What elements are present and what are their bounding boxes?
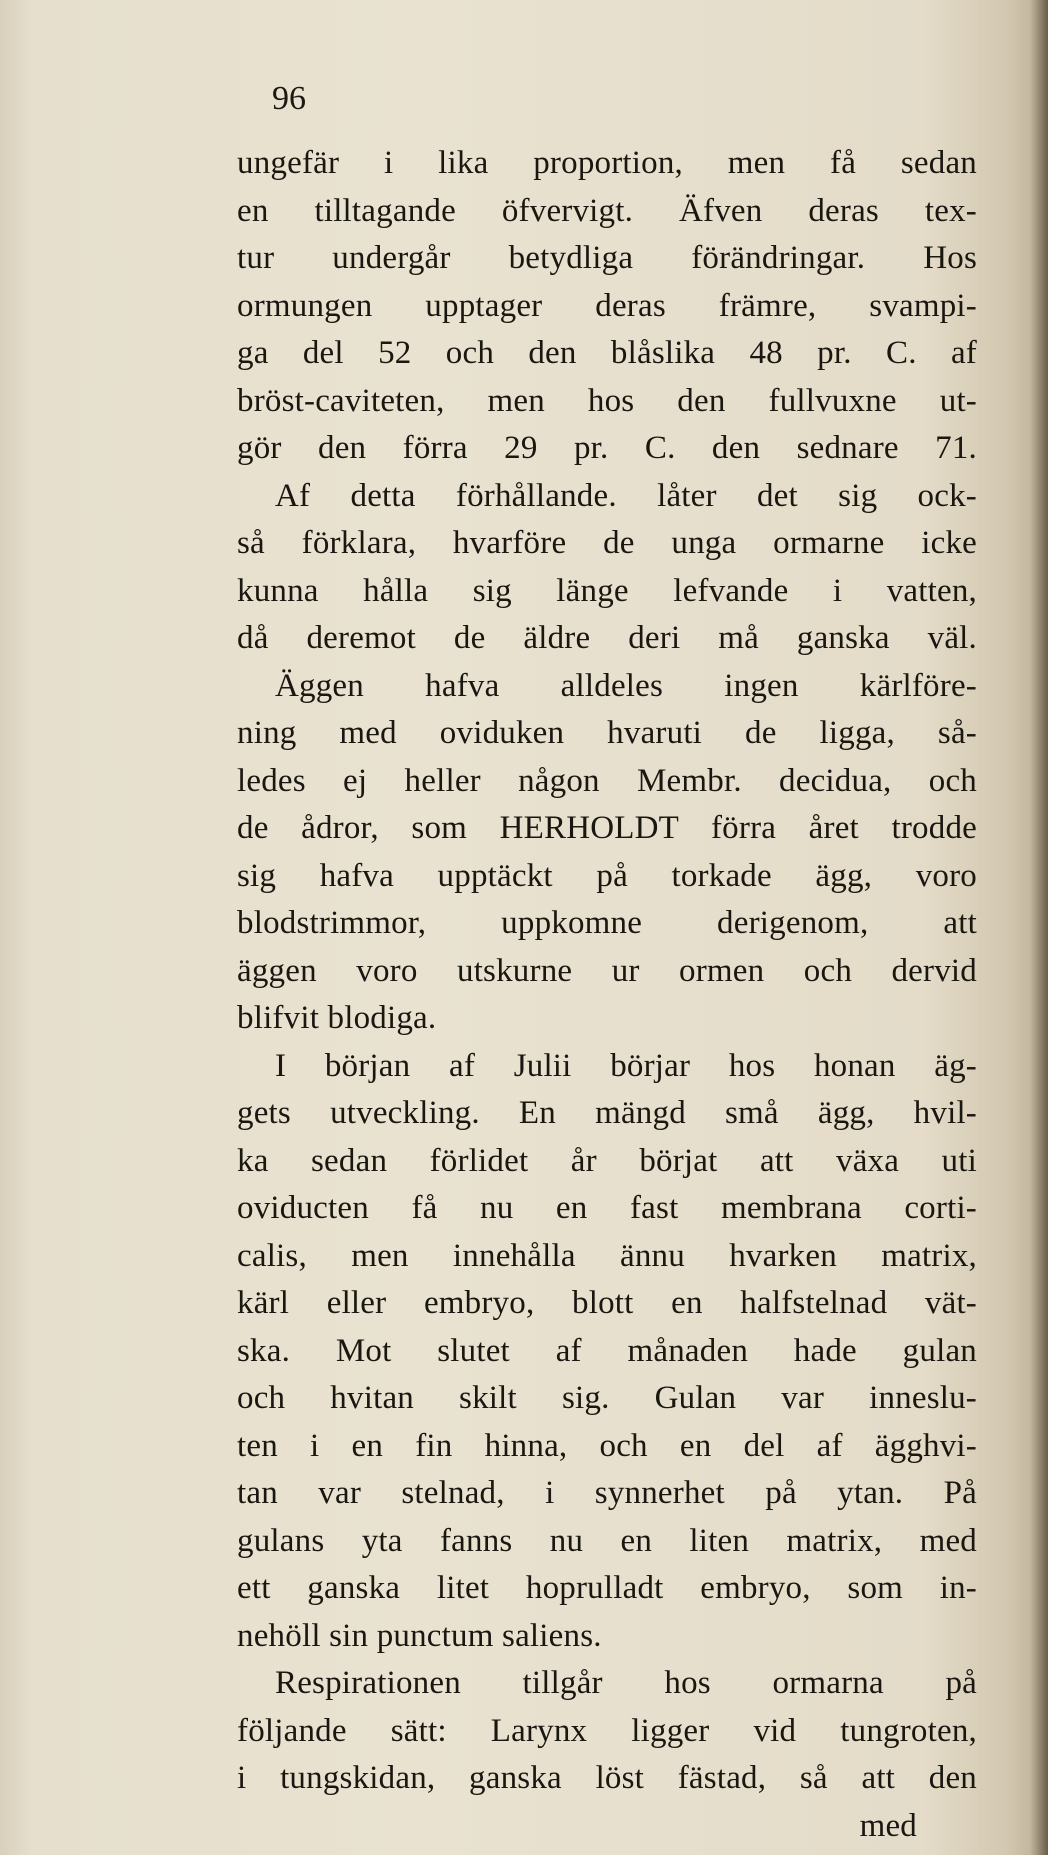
paragraph-start-line: Af detta förhållande. låter det sig ock- — [275, 477, 977, 514]
text-line: sig hafva upptäckt på torkade ägg, voro — [237, 857, 977, 894]
paragraph-end-line: blifvit blodiga. — [237, 1000, 437, 1036]
paragraph-end-line: nehöll sin punctum saliens. — [237, 1617, 602, 1654]
catchword: med — [859, 1807, 917, 1844]
paragraph-start-line: Respirationen tillgår hos ormarna på — [275, 1665, 977, 1701]
body-text — [237, 140, 977, 1850]
text-line: bröst-caviteten, men hos den fullvuxne ut- — [237, 382, 977, 419]
text-line: äggen voro utskurne ur ormen och dervid — [237, 952, 977, 989]
text-line: calis, men innehålla ännu hvarken matrix, — [237, 1237, 977, 1274]
text-line: kärl eller embryo, blott en halfstelnad vät- — [237, 1285, 977, 1321]
text-line: ka sedan förlidet år börjat att växa uti — [237, 1142, 977, 1179]
text-line: så förklara, hvarföre de unga ormarne icke — [237, 525, 977, 561]
text-line: ten i en fin hinna, och en del af ägghvi- — [237, 1427, 977, 1464]
text-line: ungefär i lika proportion, men få sedan — [237, 145, 977, 181]
text-line: oviducten få nu en fast membrana corti- — [237, 1190, 977, 1226]
text-line: tur undergår betydliga förändringar. Hos — [237, 240, 977, 276]
text-line: och hvitan skilt sig. Gulan var inneslu- — [237, 1380, 977, 1416]
text-line: ga del 52 och den blåslika 48 pr. C. af — [237, 335, 977, 371]
page-number: 96 — [272, 80, 306, 117]
text-line: en tilltagande öfvervigt. Äfven deras tex- — [237, 192, 977, 229]
text-line: då deremot de äldre deri må ganska väl. — [237, 620, 977, 656]
text-line: gulans yta fanns nu en liten matrix, med — [237, 1522, 977, 1559]
text-line: ska. Mot slutet af månaden hade gulan — [237, 1332, 977, 1369]
text-line: blodstrimmor, uppkomne derigenom, att — [237, 905, 977, 941]
paragraph-start-line: I början af Julii börjar hos honan äg- — [275, 1047, 977, 1084]
text-line: kunna hålla sig länge lefvande i vatten, — [237, 572, 977, 609]
text-line: ormungen upptager deras främre, svampi- — [237, 287, 977, 324]
text-line: ett ganska litet hoprulladt embryo, som in- — [237, 1570, 977, 1606]
text-line: tan var stelnad, i synnerhet på ytan. På — [237, 1475, 977, 1511]
text-line: ledes ej heller någon Membr. decidua, och — [237, 762, 977, 799]
text-line: de ådror, som HERHOLDT förra året trodde — [237, 810, 977, 846]
text-line: i tungskidan, ganska löst fästad, så att den — [237, 1760, 977, 1796]
page-edge-shadow — [1030, 0, 1048, 1855]
text-line: gets utveckling. En mängd små ägg, hvil- — [237, 1095, 977, 1131]
text-line: gör den förra 29 pr. C. den sednare 71. — [237, 430, 977, 466]
text-line: följande sätt: Larynx ligger vid tungroten, — [237, 1712, 977, 1749]
paragraph-start-line: Äggen hafva alldeles ingen kärlföre- — [275, 667, 977, 704]
text-line: ning med oviduken hvaruti de ligga, så- — [237, 715, 977, 751]
